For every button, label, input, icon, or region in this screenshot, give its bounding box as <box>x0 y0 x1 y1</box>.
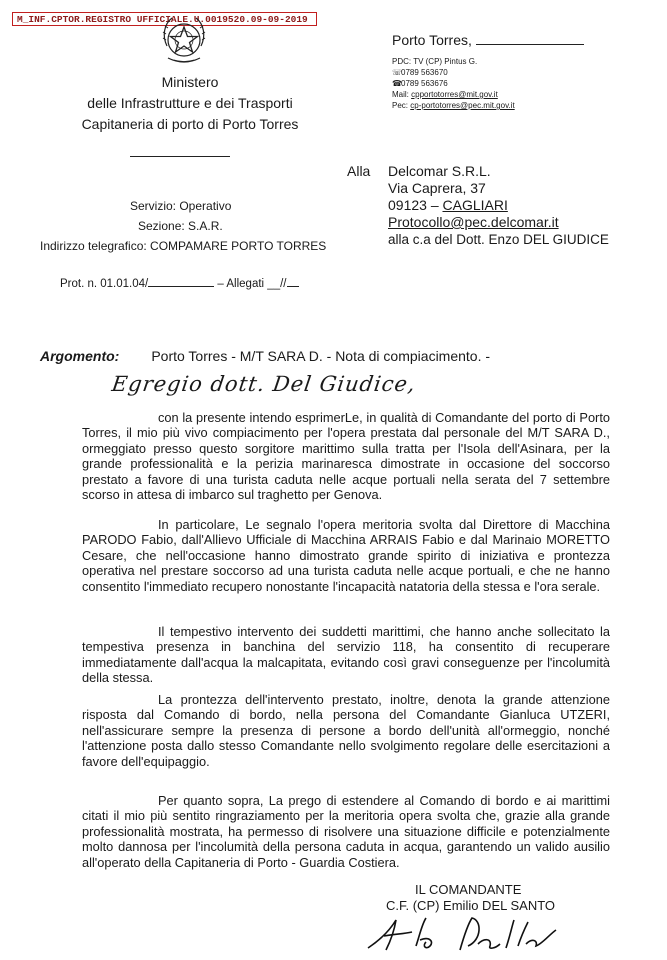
attachments-blank <box>287 277 299 287</box>
place-date <box>392 32 584 48</box>
paragraph-3 <box>82 624 610 686</box>
recipient-street: Via Caprera, 37 <box>388 180 486 196</box>
handwritten-signature-icon <box>360 910 580 956</box>
place-date-text: Porto Torres, <box>392 32 472 48</box>
letterhead-line-ministry: Ministero <box>161 74 219 90</box>
subject-line <box>40 348 490 364</box>
protocol-blank <box>148 277 214 287</box>
paragraph-5 <box>82 793 610 870</box>
service-sezione: Sezione: S.A.R. <box>138 219 223 233</box>
protocol-number: Prot. n. 01.01.04/ <box>60 278 149 290</box>
handwritten-salutation: Egregio dott. Del Giudice, <box>110 372 418 396</box>
contact-pec-link[interactable]: cp-portotorres@pec.mit.gov.it <box>410 101 515 110</box>
contact-phone: 0789 563670 <box>401 68 448 77</box>
subject-label: Argomento: <box>40 348 120 364</box>
letterhead-line-office: Capitaneria di porto di Porto Torres <box>81 116 299 132</box>
protocol-stamp: M_INF.CPTOR.REGISTRO UFFICIALE.U.0019520.09-09-2019 <box>12 12 317 26</box>
contact-fax: 0789 563676 <box>401 79 448 88</box>
service-indirizzo: Indirizzo telegrafico: COMPAMARE PORTO TORRES <box>40 239 327 253</box>
letterhead-line-department: delle Infrastrutture e dei Trasporti <box>87 95 293 111</box>
contact-mail-link[interactable]: cpportotorres@mit.gov.it <box>411 90 498 99</box>
fax-icon: ☎ <box>392 79 402 88</box>
italian-republic-emblem-icon <box>158 12 210 68</box>
recipient-city-line <box>388 197 609 214</box>
subject-text: Porto Torres - M/T SARA D. - Nota di compiacimento. - <box>151 348 491 364</box>
recipient-city: CAGLIARI <box>442 197 508 213</box>
contact-pdc: PDC: TV (CP) Pintus G. <box>392 57 478 66</box>
paragraph-3-text: Il tempestivo intervento dei suddetti marittimi, che hanno anche sollecitato la tempestiva presenza in banchina del servizio 118, ha consentito di recuperare immediatamente dall'acqua la malcapitata, evitando così gravi conseguenze per l'incolumità della stessa. <box>82 624 610 686</box>
recipient-block <box>388 163 609 248</box>
date-blank <box>476 32 584 45</box>
contact-pec-label: Pec: <box>392 101 409 110</box>
service-block <box>40 196 326 256</box>
paragraph-5-text: Per quanto sopra, La prego di estendere al Comando di bordo e ai marittimi citati il mio più sentito ringraziamento per la meritoria opera svolta che, grazie alla grande professionalità mostrata, ha permesso di risolvere una situazione difficile e potenzialmente molto dannosa per l'incolumità della persona caduta in acqua, garantendo un valido ausilio all'operato della Capitaneria di Porto - Guardia Costiera. <box>82 793 610 870</box>
phone-icon: ☏ <box>392 68 403 77</box>
attachments-slash: / <box>283 278 287 290</box>
signatory-name: C.F. (CP) Emilio DEL SANTO <box>386 898 556 913</box>
recipient-pec-link[interactable]: Protocollo@pec.delcomar.it <box>388 214 559 230</box>
recipient-cap: 09123 – <box>388 197 443 213</box>
contact-mail-label: Mail: <box>392 90 409 99</box>
letterhead-divider <box>130 156 230 157</box>
signatory-title: IL COMANDANTE <box>415 882 522 897</box>
protocol-line <box>60 277 299 290</box>
paragraph-2 <box>82 517 610 594</box>
letterhead <box>60 72 320 135</box>
paragraph-2-text: In particolare, Le segnalo l'opera meritoria svolta dal Direttore di Macchina PARODO Fabio, dall'Allievo Ufficiale di Macchina ARRAIS Fabio e dal Marinaio MORETTO Cesare, che nell'occasione hanno dimostrato grande spirito di iniziativa e prontezza operativa nel prestare soccorso ad una turista caduta nelle acque portuali, e che ne hanno consentito l'immediato recupero nonostante l'incapacità natatoria della stessa e l'ora serale. <box>82 517 610 594</box>
service-servizio: Servizio: Operativo <box>130 199 232 213</box>
paragraph-1 <box>82 410 610 502</box>
contact-block <box>392 56 515 111</box>
recipient-attention: alla c.a del Dott. Enzo DEL GIUDICE <box>388 232 609 247</box>
paragraph-4 <box>82 692 610 769</box>
recipient-company: Delcomar S.R.L. <box>388 163 491 179</box>
paragraph-4-text: La prontezza dell'intervento prestato, inoltre, denota la grande attenzione risposta dal Comando di bordo, nella persona del Comandante Gianluca UTZERI, nell'assicurare sempre la presenza di persone a bordo dell'unità all'ormeggio, nonché l'attenzione posta dallo stesso Comandante nello svolgimento regolare delle esercitazioni a favore dell'equipaggio. <box>82 692 610 769</box>
paragraph-1-text: con la presente intendo esprimerLe, in qualità di Comandante del porto di Porto Torres, il mio più vivo compiacimento per l'opera prestata dal personale del M/T SARA D., ormeggiato presso questo sorgitore marittimo sulla tratta per l'Isola dell'Asinara, per la grande professionalità e la perizia marinaresca dimostrate in occasione del soccorso prestato a favore di una turista caduta nelle acque portuali nella serata del 7 settembre scorso in attesa di imbarco sul traghetto per Genova. <box>82 410 610 503</box>
attachments-label: – Allegati __/ <box>214 278 284 290</box>
recipient-label: Alla <box>347 163 371 179</box>
